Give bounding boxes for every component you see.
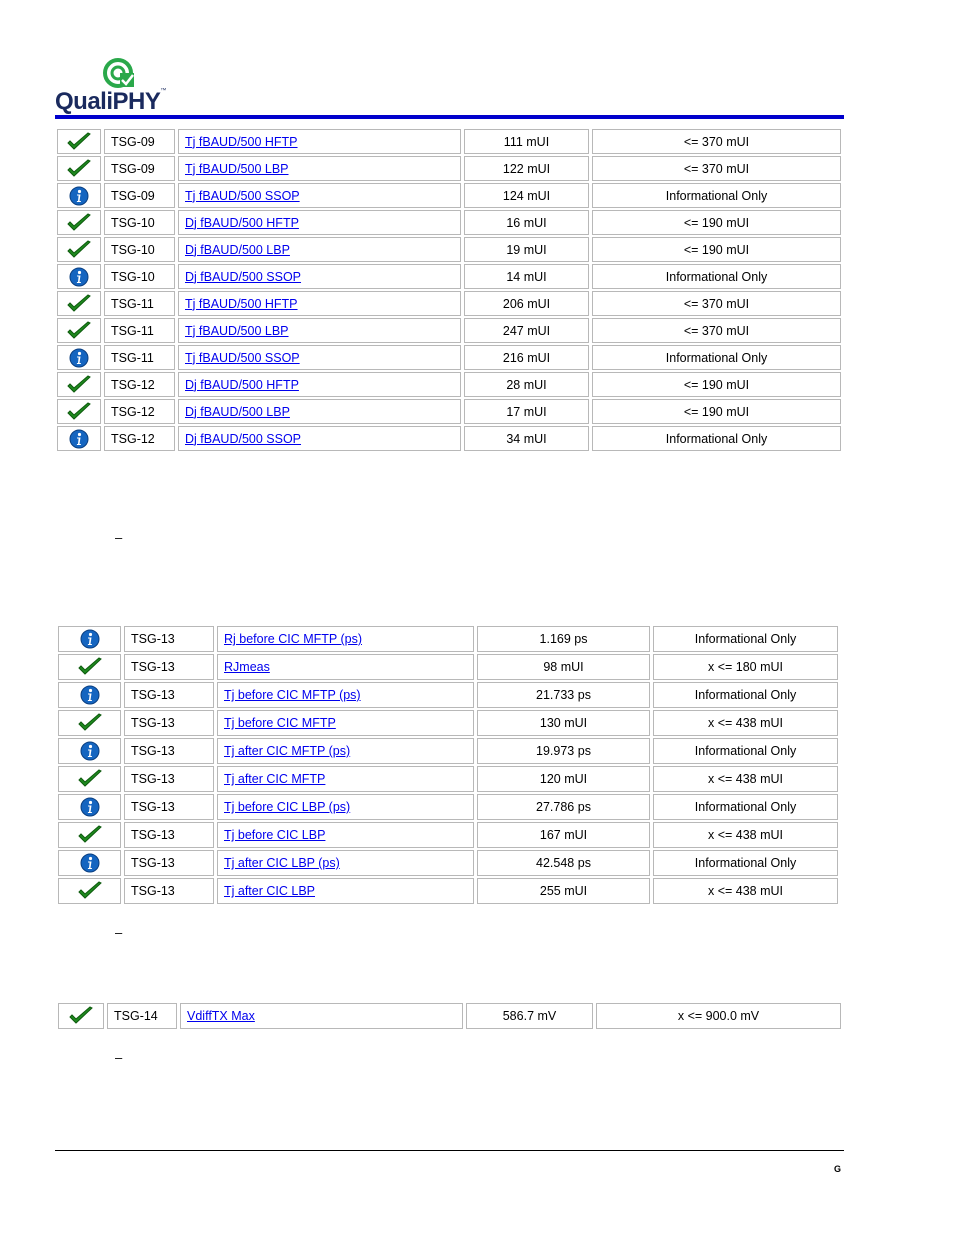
measured-value: 17 mUI bbox=[506, 404, 547, 419]
measured-value: 28 mUI bbox=[506, 377, 547, 392]
table-row bbox=[58, 682, 838, 708]
test-name-link[interactable]: Tj fBAUD/500 HFTP bbox=[185, 134, 298, 149]
limit-cell bbox=[592, 426, 841, 451]
test-limit: Informational Only bbox=[665, 431, 768, 446]
limit-cell bbox=[592, 318, 841, 343]
value-cell bbox=[477, 654, 650, 680]
test-id: TSG-12 bbox=[111, 431, 155, 446]
test-name-link[interactable]: Tj before CIC LBP bbox=[224, 828, 326, 842]
info-icon bbox=[80, 741, 100, 761]
test-name-link[interactable]: Tj after CIC LBP (ps) bbox=[224, 856, 340, 870]
results-table-body bbox=[58, 1003, 841, 1029]
test-id: TSG-09 bbox=[111, 134, 155, 149]
footer-rule bbox=[55, 1150, 844, 1151]
test-id: TSG-11 bbox=[111, 323, 154, 338]
table-row bbox=[57, 291, 841, 316]
test-limit: Informational Only bbox=[665, 188, 768, 203]
info-icon bbox=[69, 267, 89, 287]
test-id-cell bbox=[124, 794, 214, 820]
value-cell bbox=[477, 794, 650, 820]
measured-value: 122 mUI bbox=[502, 161, 551, 176]
table-row bbox=[57, 264, 841, 289]
test-id-cell bbox=[124, 626, 214, 652]
check-icon bbox=[77, 713, 103, 733]
test-name-link[interactable]: Tj fBAUD/500 HFTP bbox=[185, 296, 298, 311]
test-id-cell bbox=[124, 766, 214, 792]
test-id-cell bbox=[124, 850, 214, 876]
value-cell bbox=[477, 626, 650, 652]
table-row bbox=[58, 1003, 841, 1029]
test-name-link[interactable]: Tj before CIC MFTP (ps) bbox=[224, 688, 361, 702]
info-icon bbox=[69, 429, 89, 449]
test-id-cell bbox=[107, 1003, 177, 1029]
check-icon bbox=[66, 375, 92, 395]
test-limit: <= 190 mUI bbox=[683, 242, 750, 257]
limit-cell bbox=[653, 682, 838, 708]
test-name-cell bbox=[178, 129, 461, 154]
test-id: TSG-13 bbox=[131, 800, 175, 814]
status-cell bbox=[57, 210, 101, 235]
test-limit: Informational Only bbox=[665, 350, 768, 365]
measured-value: 124 mUI bbox=[502, 188, 551, 203]
test-name-link[interactable]: Tj before CIC MFTP bbox=[224, 716, 336, 730]
value-cell bbox=[477, 710, 650, 736]
check-icon bbox=[68, 1006, 94, 1026]
test-limit: <= 190 mUI bbox=[683, 215, 750, 230]
status-cell bbox=[58, 850, 121, 876]
status-cell bbox=[57, 264, 101, 289]
info-icon bbox=[69, 186, 89, 206]
test-id: TSG-12 bbox=[111, 404, 155, 419]
limit-cell bbox=[592, 237, 841, 262]
info-icon bbox=[80, 685, 100, 705]
test-name-link[interactable]: Dj fBAUD/500 LBP bbox=[185, 242, 290, 257]
test-id: TSG-12 bbox=[111, 377, 155, 392]
test-id: TSG-13 bbox=[131, 856, 175, 870]
test-id: TSG-13 bbox=[131, 716, 175, 730]
limit-cell bbox=[653, 878, 838, 904]
measured-value: 586.7 mV bbox=[502, 1009, 557, 1023]
table-row bbox=[57, 345, 841, 370]
value-cell bbox=[464, 318, 589, 343]
test-limit: x <= 438 mUI bbox=[707, 772, 784, 786]
info-icon bbox=[80, 853, 100, 873]
limit-cell bbox=[592, 291, 841, 316]
test-name-cell bbox=[217, 626, 474, 652]
page-mark: G bbox=[834, 1164, 842, 1174]
test-limit: <= 370 mUI bbox=[683, 323, 750, 338]
check-icon bbox=[77, 657, 103, 677]
test-name-cell bbox=[217, 822, 474, 848]
value-cell bbox=[464, 345, 589, 370]
status-cell bbox=[57, 156, 101, 181]
measured-value: 27.786 ps bbox=[536, 800, 591, 814]
value-cell bbox=[477, 850, 650, 876]
measured-value: 206 mUI bbox=[502, 296, 551, 311]
test-name-cell bbox=[178, 426, 461, 451]
limit-cell bbox=[592, 129, 841, 154]
status-cell bbox=[57, 183, 101, 208]
section-dash: – bbox=[115, 530, 123, 545]
check-icon bbox=[77, 769, 103, 789]
test-name-link[interactable]: Dj fBAUD/500 LBP bbox=[185, 404, 290, 419]
limit-cell bbox=[653, 654, 838, 680]
value-cell bbox=[477, 738, 650, 764]
test-limit: Informational Only bbox=[694, 856, 797, 870]
test-name-link[interactable]: Tj after CIC LBP bbox=[224, 884, 315, 898]
section-dash: – bbox=[115, 925, 123, 940]
table-row bbox=[57, 183, 841, 208]
test-id: TSG-11 bbox=[111, 350, 154, 365]
table-row bbox=[57, 156, 841, 181]
status-cell bbox=[58, 1003, 104, 1029]
test-limit: <= 370 mUI bbox=[683, 296, 750, 311]
test-name-cell bbox=[178, 183, 461, 208]
test-name-cell bbox=[178, 156, 461, 181]
table-row bbox=[58, 850, 838, 876]
test-id: TSG-13 bbox=[131, 772, 175, 786]
test-id-cell bbox=[104, 264, 175, 289]
check-icon bbox=[66, 321, 92, 341]
test-limit: x <= 180 mUI bbox=[707, 660, 784, 674]
table-row bbox=[57, 129, 841, 154]
table-row bbox=[58, 654, 838, 680]
value-cell bbox=[464, 264, 589, 289]
status-cell bbox=[58, 682, 121, 708]
table-row bbox=[58, 822, 838, 848]
test-name-link[interactable]: Tj fBAUD/500 LBP bbox=[185, 161, 289, 176]
test-id-cell bbox=[104, 399, 175, 424]
check-icon bbox=[66, 402, 92, 422]
status-cell bbox=[57, 237, 101, 262]
test-id: TSG-09 bbox=[111, 188, 155, 203]
test-id-cell bbox=[124, 710, 214, 736]
value-cell bbox=[464, 156, 589, 181]
value-cell bbox=[464, 426, 589, 451]
logo-check-icon bbox=[103, 56, 137, 90]
logo-wordmark: QualiPHY™ bbox=[55, 88, 166, 115]
test-limit: x <= 438 mUI bbox=[707, 884, 784, 898]
limit-cell bbox=[653, 822, 838, 848]
measured-value: 130 mUI bbox=[539, 716, 588, 730]
status-cell bbox=[58, 794, 121, 820]
info-icon bbox=[80, 629, 100, 649]
test-id-cell bbox=[104, 345, 175, 370]
status-cell bbox=[57, 372, 101, 397]
test-limit: Informational Only bbox=[694, 688, 797, 702]
test-name-cell bbox=[217, 738, 474, 764]
test-name-link[interactable]: Tj after CIC MFTP bbox=[224, 772, 326, 786]
test-id-cell bbox=[124, 738, 214, 764]
table-row bbox=[57, 237, 841, 262]
test-name-cell bbox=[178, 291, 461, 316]
test-id: TSG-10 bbox=[111, 269, 155, 284]
test-name-cell bbox=[217, 794, 474, 820]
measured-value: 167 mUI bbox=[539, 828, 588, 842]
test-name-link[interactable]: Tj after CIC MFTP (ps) bbox=[224, 744, 351, 758]
test-limit: x <= 438 mUI bbox=[707, 716, 784, 730]
measured-value: 255 mUI bbox=[539, 884, 588, 898]
limit-cell bbox=[592, 183, 841, 208]
table-row bbox=[57, 399, 841, 424]
test-name-cell bbox=[178, 237, 461, 262]
value-cell bbox=[464, 183, 589, 208]
limit-cell bbox=[592, 372, 841, 397]
test-name-link[interactable]: Tj before CIC LBP (ps) bbox=[224, 800, 351, 814]
status-cell bbox=[58, 710, 121, 736]
value-cell bbox=[477, 682, 650, 708]
measured-value: 1.169 ps bbox=[539, 632, 588, 646]
test-name-cell bbox=[178, 372, 461, 397]
results-table-tsg-13 bbox=[55, 624, 841, 906]
test-name-cell bbox=[217, 878, 474, 904]
test-id-cell bbox=[104, 372, 175, 397]
test-name-cell bbox=[178, 264, 461, 289]
test-name-cell bbox=[217, 682, 474, 708]
test-name-link[interactable]: Tj fBAUD/500 SSOP bbox=[185, 188, 300, 203]
value-cell bbox=[464, 210, 589, 235]
measured-value: 120 mUI bbox=[539, 772, 588, 786]
test-id-cell bbox=[124, 822, 214, 848]
test-limit: Informational Only bbox=[694, 632, 797, 646]
check-icon bbox=[66, 294, 92, 314]
limit-cell bbox=[653, 794, 838, 820]
value-cell bbox=[464, 399, 589, 424]
limit-cell bbox=[653, 766, 838, 792]
section-dash: – bbox=[115, 1050, 123, 1065]
value-cell bbox=[477, 766, 650, 792]
value-cell bbox=[464, 372, 589, 397]
test-name-cell bbox=[178, 345, 461, 370]
value-cell bbox=[464, 129, 589, 154]
status-cell bbox=[57, 345, 101, 370]
test-limit: x <= 438 mUI bbox=[707, 828, 784, 842]
test-id-cell bbox=[104, 318, 175, 343]
test-name-cell bbox=[178, 399, 461, 424]
info-icon bbox=[80, 797, 100, 817]
value-cell bbox=[477, 878, 650, 904]
table-row bbox=[58, 738, 838, 764]
test-id-cell bbox=[104, 129, 175, 154]
test-id-cell bbox=[104, 291, 175, 316]
status-cell bbox=[58, 822, 121, 848]
check-icon bbox=[77, 881, 103, 901]
table-row bbox=[57, 318, 841, 343]
results-table-tsg-14 bbox=[55, 1001, 844, 1031]
test-id: TSG-13 bbox=[131, 884, 175, 898]
check-icon bbox=[66, 132, 92, 152]
status-cell bbox=[58, 654, 121, 680]
measured-value: 216 mUI bbox=[502, 350, 551, 365]
limit-cell bbox=[653, 738, 838, 764]
test-name-cell bbox=[217, 850, 474, 876]
test-id: TSG-11 bbox=[111, 296, 154, 311]
value-cell bbox=[464, 237, 589, 262]
test-id-cell bbox=[124, 682, 214, 708]
limit-cell bbox=[592, 399, 841, 424]
test-id: TSG-14 bbox=[114, 1009, 158, 1023]
measured-value: 111 mUI bbox=[503, 134, 550, 149]
measured-value: 21.733 ps bbox=[536, 688, 591, 702]
test-name-cell bbox=[178, 210, 461, 235]
test-id-cell bbox=[124, 654, 214, 680]
test-name-link[interactable]: Dj fBAUD/500 SSOP bbox=[185, 269, 302, 284]
results-table-tsg-09-12 bbox=[54, 127, 844, 453]
info-icon bbox=[69, 348, 89, 368]
test-limit: Informational Only bbox=[665, 269, 768, 284]
results-table-body bbox=[57, 129, 841, 451]
measured-value: 16 mUI bbox=[506, 215, 547, 230]
status-cell bbox=[58, 878, 121, 904]
limit-cell bbox=[592, 210, 841, 235]
measured-value: 19 mUI bbox=[506, 242, 547, 257]
test-id: TSG-10 bbox=[111, 215, 155, 230]
results-table-body bbox=[58, 626, 838, 904]
test-name-link[interactable]: RJmeas bbox=[224, 660, 270, 674]
test-name-cell bbox=[217, 710, 474, 736]
limit-cell bbox=[653, 626, 838, 652]
test-id-cell bbox=[104, 426, 175, 451]
test-limit: <= 190 mUI bbox=[683, 377, 750, 392]
status-cell bbox=[57, 426, 101, 451]
limit-cell bbox=[653, 710, 838, 736]
limit-cell bbox=[592, 345, 841, 370]
measured-value: 19.973 ps bbox=[536, 744, 591, 758]
test-name-link[interactable]: Dj fBAUD/500 HFTP bbox=[185, 215, 299, 230]
check-icon bbox=[66, 240, 92, 260]
test-id-cell bbox=[104, 210, 175, 235]
limit-cell bbox=[592, 264, 841, 289]
header-rule bbox=[55, 115, 844, 119]
status-cell bbox=[58, 766, 121, 792]
status-cell bbox=[58, 626, 121, 652]
test-id: TSG-13 bbox=[131, 688, 175, 702]
test-id: TSG-13 bbox=[131, 744, 175, 758]
test-id: TSG-13 bbox=[131, 828, 175, 842]
test-id: TSG-13 bbox=[131, 632, 175, 646]
test-limit: <= 370 mUI bbox=[683, 134, 750, 149]
test-name-link[interactable]: Dj fBAUD/500 SSOP bbox=[185, 431, 302, 446]
test-limit: Informational Only bbox=[694, 800, 797, 814]
measured-value: 14 mUI bbox=[506, 269, 547, 284]
limit-cell bbox=[596, 1003, 841, 1029]
table-row bbox=[57, 210, 841, 235]
value-cell bbox=[466, 1003, 593, 1029]
status-cell bbox=[57, 399, 101, 424]
test-name-cell bbox=[217, 654, 474, 680]
measured-value: 247 mUI bbox=[502, 323, 551, 338]
table-row bbox=[58, 710, 838, 736]
measured-value: 34 mUI bbox=[506, 431, 547, 446]
status-cell bbox=[57, 129, 101, 154]
test-id-cell bbox=[104, 183, 175, 208]
test-name-link[interactable]: VdiffTX Max bbox=[187, 1009, 255, 1023]
table-row bbox=[57, 372, 841, 397]
test-limit: <= 370 mUI bbox=[683, 161, 750, 176]
table-row bbox=[58, 766, 838, 792]
qualiphy-logo bbox=[55, 56, 215, 118]
test-id: TSG-09 bbox=[111, 161, 155, 176]
test-name-cell bbox=[217, 766, 474, 792]
test-name-cell bbox=[178, 318, 461, 343]
test-name-link[interactable]: Dj fBAUD/500 HFTP bbox=[185, 377, 299, 392]
limit-cell bbox=[592, 156, 841, 181]
table-row bbox=[58, 878, 838, 904]
check-icon bbox=[77, 825, 103, 845]
table-row bbox=[58, 626, 838, 652]
status-cell bbox=[58, 738, 121, 764]
table-row bbox=[57, 426, 841, 451]
test-id: TSG-10 bbox=[111, 242, 155, 257]
test-limit: Informational Only bbox=[694, 744, 797, 758]
test-limit: <= 190 mUI bbox=[683, 404, 750, 419]
check-icon bbox=[66, 159, 92, 179]
check-icon bbox=[66, 213, 92, 233]
test-name-cell bbox=[180, 1003, 463, 1029]
test-name-link[interactable]: Tj fBAUD/500 SSOP bbox=[185, 350, 300, 365]
value-cell bbox=[464, 291, 589, 316]
measured-value: 42.548 ps bbox=[536, 856, 591, 870]
test-name-link[interactable]: Tj fBAUD/500 LBP bbox=[185, 323, 289, 338]
test-limit: x <= 900.0 mV bbox=[677, 1009, 760, 1023]
test-id-cell bbox=[104, 156, 175, 181]
status-cell bbox=[57, 291, 101, 316]
test-id-cell bbox=[104, 237, 175, 262]
table-row bbox=[58, 794, 838, 820]
test-name-link[interactable]: Rj before CIC MFTP (ps) bbox=[224, 632, 362, 646]
test-id-cell bbox=[124, 878, 214, 904]
limit-cell bbox=[653, 850, 838, 876]
measured-value: 98 mUI bbox=[543, 660, 584, 674]
status-cell bbox=[57, 318, 101, 343]
value-cell bbox=[477, 822, 650, 848]
test-id: TSG-13 bbox=[131, 660, 175, 674]
